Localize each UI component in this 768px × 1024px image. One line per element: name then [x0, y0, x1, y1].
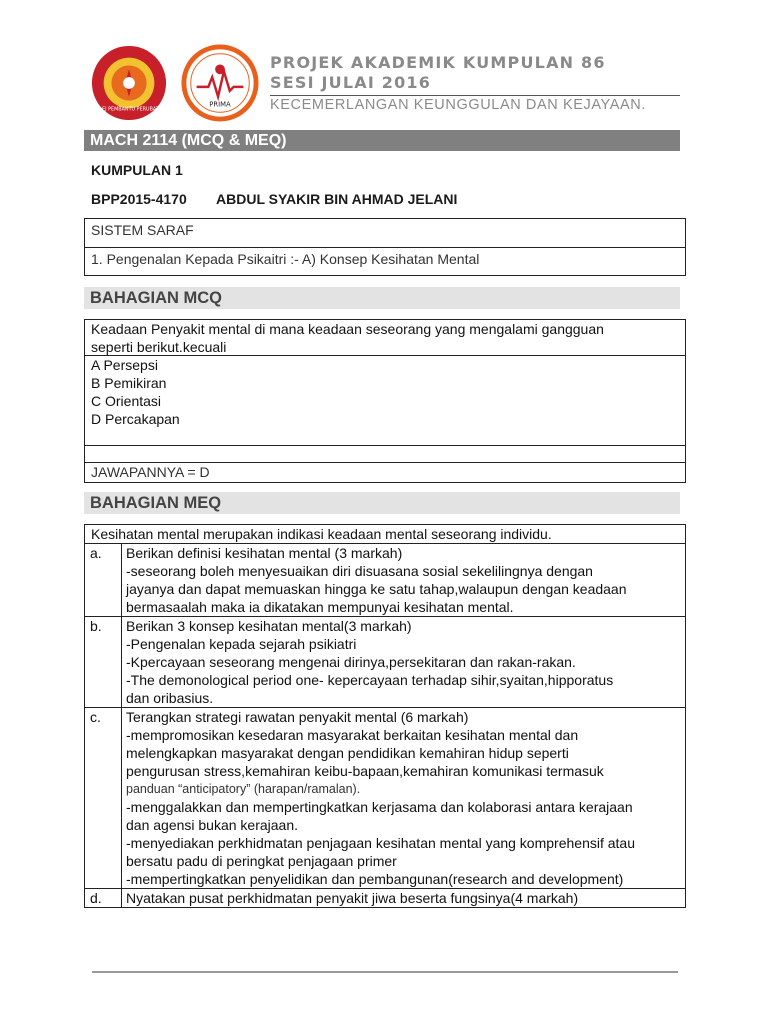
- mcq-option-c: C Orientasi: [91, 393, 162, 409]
- group-label: KUMPULAN 1: [91, 162, 183, 178]
- meq-c-line1: Terangkan strategi rawatan penyakit mental (6 markah): [126, 709, 469, 725]
- project-title-line2: SESI JULAI 2016: [270, 73, 432, 92]
- meq-c-line2: -mempromosikan kesedaran masyarakat berkaitan kesihatan mental dan: [126, 727, 579, 743]
- project-title: [270, 53, 606, 93]
- mcq-option-d: D Percakapan: [91, 411, 180, 427]
- meq-b-line4: -The demonological period one- kepercayaan terhadap sihir,syaitan,hipporatus: [126, 672, 614, 688]
- mcq-option-a: A Persepsi: [91, 357, 158, 373]
- project-title-line1: PROJEK AKADEMIK KUMPULAN 86: [270, 53, 606, 72]
- meq-b-line2: -Pengenalan kepada sejarah psikiatri: [126, 636, 357, 652]
- meq-table: [84, 524, 686, 908]
- meq-content-b: [122, 617, 686, 708]
- meq-a-line1: Berikan definisi kesihatan mental (3 markah): [126, 545, 403, 561]
- meq-label-c: c.: [85, 708, 122, 889]
- mcq-box: [84, 319, 686, 483]
- meq-row-d: [85, 889, 686, 908]
- topic-label: 1. Pengenalan Kepada Psikaitri :- A) Konsep Kesihatan Mental: [91, 251, 480, 267]
- mcq-answer: JAWAPANNYA = D: [91, 464, 210, 480]
- mcq-option-b: B Pemikiran: [91, 375, 167, 391]
- student-id: BPP2015-4170: [91, 191, 187, 207]
- meq-c-line6: -menggalakkan dan mempertingkatkan kerjasama dan kolaborasi antara kerajaan: [126, 799, 633, 815]
- meq-b-line3: -Kpercayaan seseorang mengenai dirinya,persekitaran dan rakan-rakan.: [126, 654, 576, 670]
- student-name: ABDUL SYAKIR BIN AHMAD JELANI: [216, 191, 458, 207]
- meq-a-line4: bermasaalah maka ia dikatakan mempunyai kesihatan mental.: [126, 599, 514, 615]
- course-title-bar: MACH 2114 (MCQ & MEQ): [84, 130, 680, 151]
- mcq-question-line2: seperti berikut.kecuali: [91, 339, 227, 355]
- mcq-spacer-row: [85, 446, 685, 463]
- meq-label-d: d.: [85, 889, 122, 908]
- mcq-section-title: BAHAGIAN MCQ: [84, 287, 680, 309]
- meq-a-line2: -seseorang boleh menyesuaikan diri disuasana sosial sekelilingnya dengan: [126, 563, 593, 579]
- meq-label-a: a.: [85, 544, 122, 617]
- meq-row-b: [85, 617, 686, 708]
- meq-c-line8: -menyediakan perkhidmatan penjagaan kesihatan mental yang komprehensif atau: [126, 835, 635, 851]
- meq-c-line4: pengurusan stress,kemahiran keibu-bapaan,kemahiran komunikasi termasuk: [126, 763, 604, 779]
- meq-content-c: [122, 708, 686, 889]
- meq-label-b: b.: [85, 617, 122, 708]
- meq-c-line10: -mempertingkatkan penyelidikan dan pembangunan(research and development): [126, 871, 624, 887]
- system-label: SISTEM SARAF: [85, 219, 685, 248]
- college-logo-text: KOLEJ PEMBANTU PERUBATAN: [92, 106, 166, 113]
- mcq-question: [85, 320, 685, 356]
- meq-content-d: [122, 889, 686, 908]
- meq-row-a: [85, 544, 686, 617]
- meq-content-a: [122, 544, 686, 617]
- meq-c-line9: bersatu padu di peringkat penjagaan primer: [126, 853, 397, 869]
- group-logo-text: PRIMA: [209, 100, 231, 109]
- meq-intro-row: [85, 525, 686, 544]
- mcq-options: [85, 356, 685, 446]
- meq-intro: Kesihatan mental merupakan indikasi keadaan mental seseorang individu.: [85, 525, 686, 544]
- footer-divider: [92, 971, 678, 973]
- meq-c-line5: panduan “anticipatory” (harapan/ramalan).: [126, 782, 361, 796]
- meq-c-line3: melengkapkan masyarakat dengan pendidikan kemahiran hidup seperti: [126, 745, 569, 761]
- college-logo: [90, 44, 168, 122]
- meq-b-line1: Berikan 3 konsep kesihatan mental(3 markah): [126, 618, 412, 634]
- meq-b-line5: dan oribasius.: [126, 690, 214, 706]
- meq-c-line7: dan agensi bukan kerajaan.: [126, 817, 299, 833]
- group-logo: [181, 44, 259, 122]
- meq-row-c: [85, 708, 686, 889]
- topic-box: [84, 218, 686, 276]
- project-subtitle: KECEMERLANGAN KEUNGGULAN DAN KEJAYAAN.: [270, 97, 646, 113]
- mcq-question-line1: Keadaan Penyakit mental di mana keadaan seseorang yang mengalami gangguan: [91, 321, 604, 337]
- meq-section-title: BAHAGIAN MEQ: [84, 492, 680, 514]
- meq-d-line1: Nyatakan pusat perkhidmatan penyakit jiwa beserta fungsinya(4 markah): [126, 890, 579, 906]
- meq-a-line3: jayanya dan dapat memuaskan hingga ke satu tahap,walaupun dengan keadaan: [126, 581, 627, 597]
